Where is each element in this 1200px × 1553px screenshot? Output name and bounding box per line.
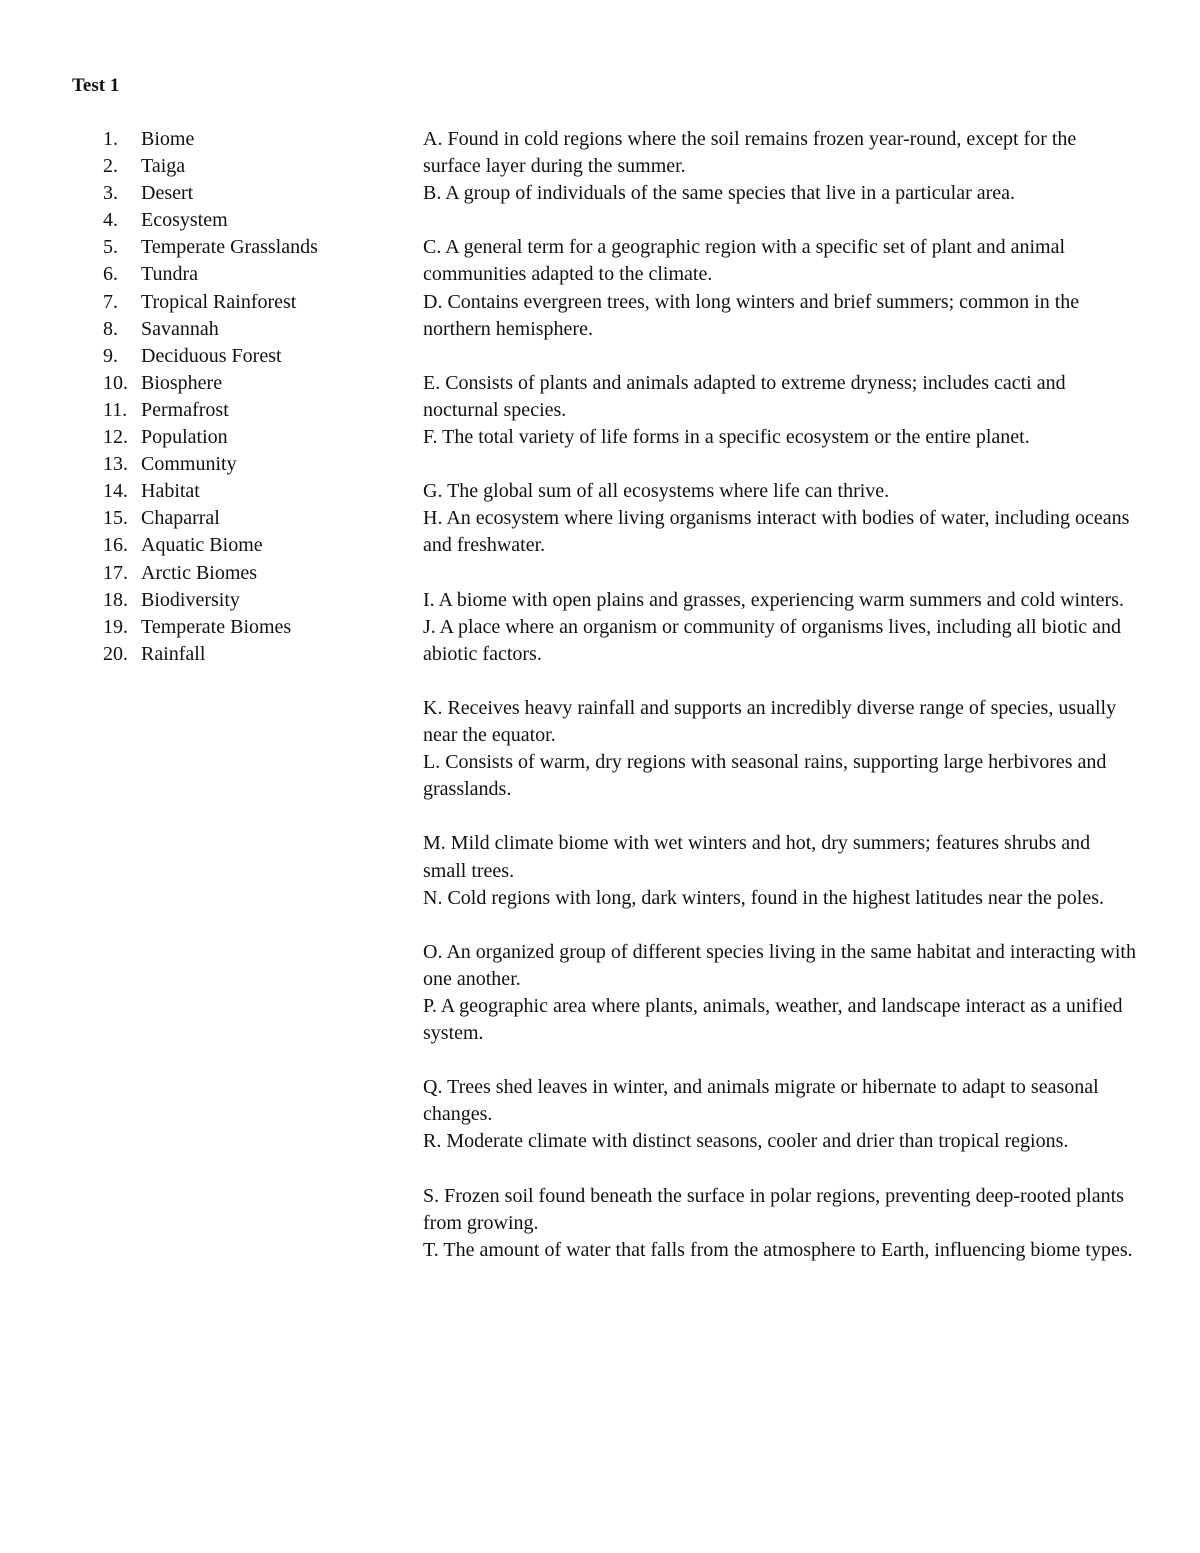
term-label: Permafrost — [141, 398, 229, 421]
term-label: Desert — [141, 182, 194, 205]
term-item — [103, 180, 403, 207]
term-number: 17. — [103, 561, 128, 584]
term-item — [103, 641, 403, 668]
term-label: Rainfall — [141, 642, 206, 665]
term-item — [103, 261, 403, 288]
definition-item: T. The amount of water that falls from the atmosphere to Earth, influencing biome types. — [423, 1238, 1133, 1261]
definition-item: G. The global sum of all ecosystems where life can thrive. — [423, 480, 890, 503]
definition-item: S. Frozen soil found beneath the surface in polar regions, preventing deep-rooted plants from growing. — [423, 1184, 1124, 1234]
term-label: Population — [141, 426, 228, 449]
definition-item: D. Contains evergreen trees, with long winters and brief summers; common in the northern hemisphere. — [423, 290, 1080, 340]
term-number: 20. — [103, 642, 128, 665]
term-item — [103, 397, 403, 424]
definition-item: K. Receives heavy rainfall and supports an incredibly diverse range of species, usually near the equator. — [423, 696, 1117, 747]
term-label: Arctic Biomes — [141, 561, 258, 584]
term-number: 5. — [103, 236, 118, 259]
term-number: 18. — [103, 588, 128, 611]
term-item — [103, 153, 403, 180]
term-label: Deciduous Forest — [141, 344, 282, 367]
term-label: Tropical Rainforest — [141, 290, 297, 313]
terms-list — [103, 126, 403, 668]
term-number: 12. — [103, 426, 128, 449]
definition-item: F. The total variety of life forms in a specific ecosystem or the entire planet. — [423, 426, 1030, 449]
term-number: 11. — [103, 398, 128, 421]
term-number: 8. — [103, 317, 118, 340]
definition-pair — [423, 939, 1138, 1047]
definitions-column — [423, 126, 1138, 1291]
definition-pair — [423, 830, 1138, 911]
term-label: Biodiversity — [141, 588, 240, 611]
term-label: Chaparral — [141, 507, 220, 530]
definition-item: Q. Trees shed leaves in winter, and animals migrate or hibernate to adapt to seasonal changes. — [423, 1076, 1099, 1126]
definition-item: O. An organized group of different species living in the same habitat and interacting with one another. — [423, 940, 1136, 990]
definition-pair — [423, 234, 1138, 342]
definition-item: E. Consists of plants and animals adapted to extreme dryness; includes cacti and nocturnal species. — [423, 371, 1066, 421]
term-label: Tundra — [141, 263, 199, 286]
term-label: Biosphere — [141, 371, 223, 394]
term-item — [103, 370, 403, 397]
term-item — [103, 451, 403, 478]
term-item — [103, 234, 403, 261]
term-label: Savannah — [141, 317, 219, 340]
term-number: 7. — [103, 290, 118, 313]
definition-item: A. Found in cold regions where the soil remains frozen year-round, except for the surface layer during the summer. — [423, 128, 1077, 178]
term-item — [103, 343, 403, 370]
term-label: Taiga — [141, 155, 186, 178]
definition-pair — [423, 1074, 1138, 1155]
term-number: 4. — [103, 209, 118, 232]
term-item — [103, 289, 403, 316]
definition-pair — [423, 587, 1138, 668]
definition-item: H. An ecosystem where living organisms interact with bodies of water, including oceans and freshwater. — [423, 507, 1130, 557]
term-number: 13. — [103, 453, 128, 476]
term-item — [103, 505, 403, 532]
term-label: Aquatic Biome — [141, 534, 263, 557]
term-item — [103, 126, 403, 153]
definition-item: B. A group of individuals of the same species that live in a particular area. — [423, 182, 1016, 205]
definition-item: R. Moderate climate with distinct seasons, cooler and drier than tropical regions. — [423, 1130, 1069, 1153]
definition-pair — [423, 1183, 1138, 1264]
term-number: 6. — [103, 263, 118, 286]
term-number: 9. — [103, 344, 118, 367]
test-title: Test 1 — [72, 75, 120, 96]
term-number: 14. — [103, 480, 128, 503]
term-label: Biome — [141, 128, 195, 150]
term-item — [103, 587, 403, 614]
definition-item: J. A place where an organism or community of organisms lives, including all biotic and abiotic factors. — [423, 615, 1122, 665]
term-number: 10. — [103, 371, 128, 394]
term-item — [103, 560, 403, 587]
term-label: Community — [141, 453, 237, 476]
definition-item: M. Mild climate biome with wet winters and hot, dry summers; features shrubs and small trees. — [423, 832, 1091, 882]
term-item — [103, 478, 403, 505]
definition-item: I. A biome with open plains and grasses, experiencing warm summers and cold winters. — [423, 588, 1124, 611]
term-number: 3. — [103, 182, 118, 205]
definition-item: N. Cold regions with long, dark winters, found in the highest latitudes near the poles. — [423, 886, 1104, 909]
definition-item: L. Consists of warm, dry regions with seasonal rains, supporting large herbivores and grasslands. — [423, 751, 1107, 801]
definition-pair — [423, 478, 1138, 559]
definition-pair — [423, 370, 1138, 451]
term-label: Temperate Biomes — [141, 615, 292, 638]
term-item — [103, 207, 403, 234]
term-number: 2. — [103, 155, 118, 178]
term-label: Habitat — [141, 480, 200, 503]
term-number: 19. — [103, 615, 128, 638]
term-item — [103, 532, 403, 559]
term-label: Temperate Grasslands — [141, 236, 318, 259]
definition-pair — [423, 126, 1138, 207]
term-number: 1. — [103, 128, 118, 150]
definition-pair — [423, 695, 1138, 803]
definition-item: C. A general term for a geographic region with a specific set of plant and animal communities adapted to the climate. — [423, 236, 1066, 286]
definition-item: P. A geographic area where plants, animals, weather, and landscape interact as a unified system. — [423, 995, 1123, 1045]
term-item — [103, 614, 403, 641]
term-number: 16. — [103, 534, 128, 557]
term-number: 15. — [103, 507, 128, 530]
term-label: Ecosystem — [141, 209, 228, 232]
term-item — [103, 316, 403, 343]
term-item — [103, 424, 403, 451]
